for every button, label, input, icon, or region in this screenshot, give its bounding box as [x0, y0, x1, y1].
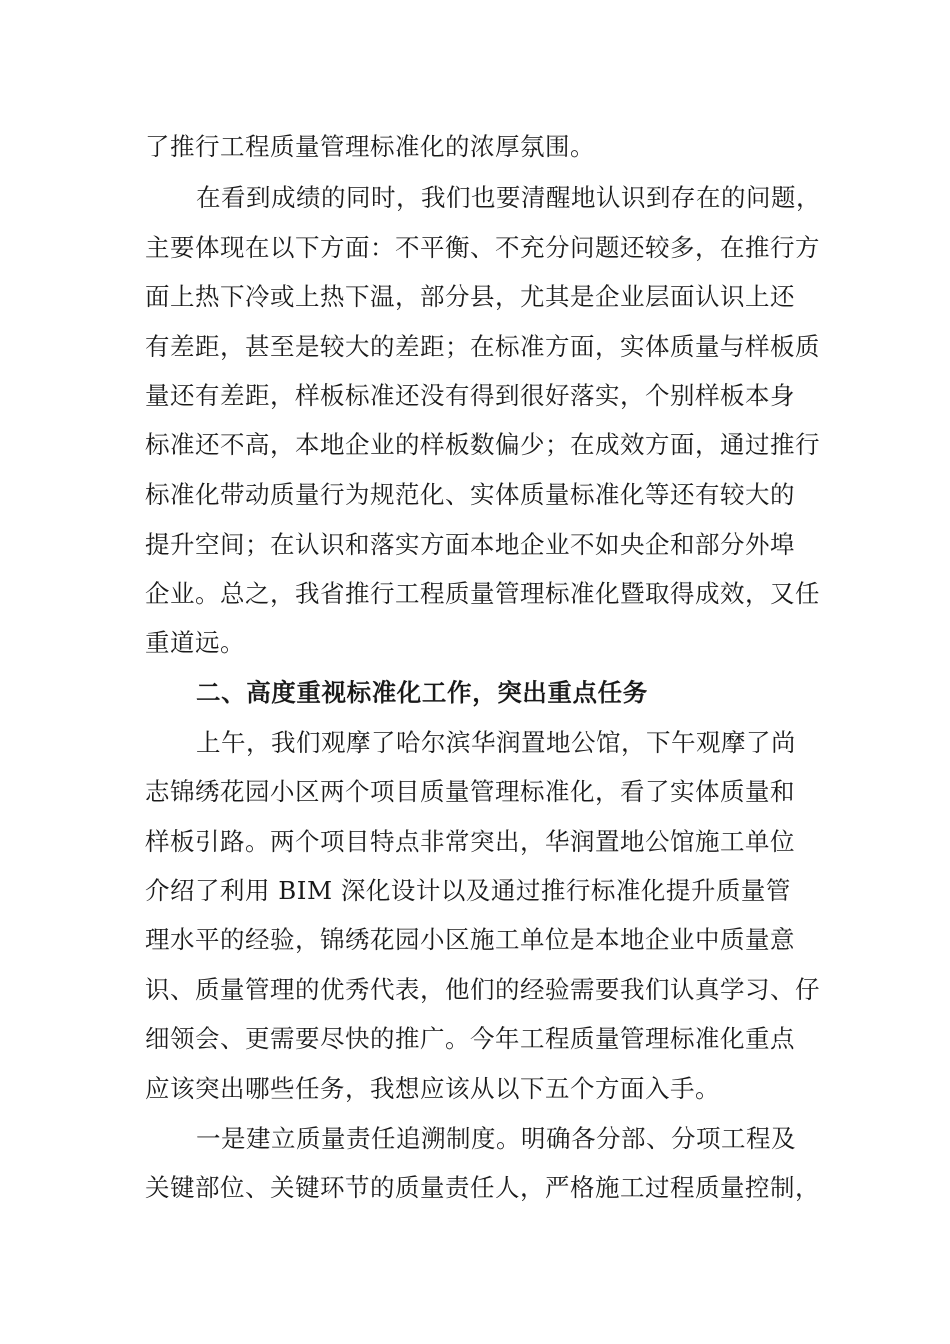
text-line: 面上热下冷或上热下温，部分县，尤其是企业层面认识上还 [145, 282, 795, 311]
text-line: 志锦绣花园小区两个项目质量管理标准化，看了实体质量和 [145, 777, 795, 806]
text-line: 了推行工程质量管理标准化的浓厚氛围。 [145, 132, 595, 161]
text-line: 有差距，甚至是较大的差距；在标准方面，实体质量与样板质 [145, 332, 820, 361]
section-heading: 二、高度重视标准化工作，突出重点任务 [196, 678, 648, 707]
text-line: 一是建立质量责任追溯制度。明确各分部、分项工程及 [196, 1124, 796, 1153]
text-line: 标准化带动质量行为规范化、实体质量标准化等还有较大的 [145, 480, 795, 509]
text-line: 理水平的经验，锦绣花园小区施工单位是本地企业中质量意 [145, 925, 795, 954]
text-line: 在看到成绩的同时，我们也要清醒地认识到存在的问题， [196, 183, 821, 212]
text-line: 识、质量管理的优秀代表，他们的经验需要我们认真学习、仔 [145, 975, 820, 1004]
text-line: 量还有差距，样板标准还没有得到很好落实，个别样板本身 [145, 381, 795, 410]
text-line: 介绍了利用 BIM 深化设计以及通过推行标准化提升质量管 [145, 876, 791, 905]
text-line: 主要体现在以下方面：不平衡、不充分问题还较多，在推行方 [145, 233, 820, 262]
text-line: 关键部位、关键环节的质量责任人，严格施工过程质量控制， [145, 1173, 820, 1202]
text-line: 提升空间；在认识和落实方面本地企业不如央企和部分外埠 [145, 530, 795, 559]
text-line: 重道远。 [145, 628, 245, 657]
text-line: 标准还不高，本地企业的样板数偏少；在成效方面，通过推行 [145, 430, 820, 459]
text-line: 细领会、更需要尽快的推广。今年工程质量管理标准化重点 [145, 1024, 795, 1053]
text-line: 上午，我们观摩了哈尔滨华润置地公馆，下午观摩了尚 [196, 728, 796, 757]
text-line: 样板引路。两个项目特点非常突出，华润置地公馆施工单位 [145, 827, 795, 856]
text-line: 企业。总之，我省推行工程质量管理标准化暨取得成效，又任 [145, 579, 820, 608]
text-line: 应该突出哪些任务，我想应该从以下五个方面入手。 [145, 1074, 720, 1103]
